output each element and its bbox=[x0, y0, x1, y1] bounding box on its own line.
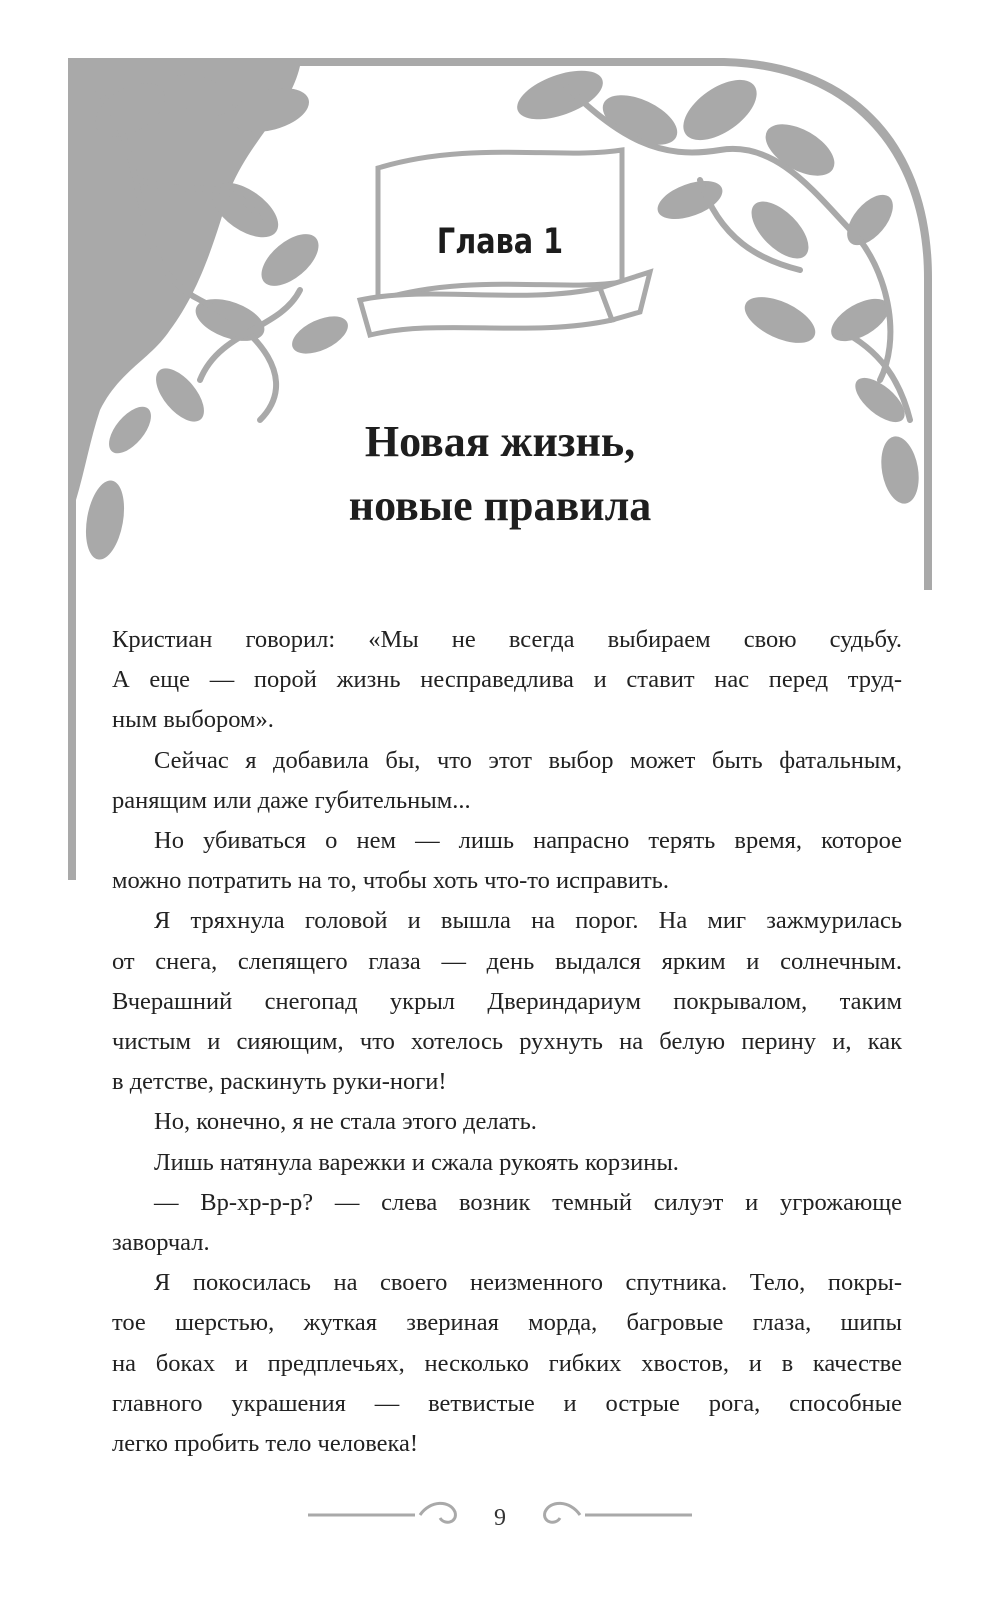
page-number: 9 bbox=[494, 1505, 506, 1531]
text-line: А еще — порой жизнь несправедлива и ставит нас перед труд- bbox=[112, 666, 902, 694]
text-line: главного украшения — ветвистые и острые рога, способные bbox=[112, 1389, 902, 1417]
chapter-title bbox=[0, 410, 1000, 538]
text-line: Вчерашний снегопад укрыл Двериндариум покрывалом, таким bbox=[112, 987, 902, 1015]
text-line: тое шерстью, жуткая звериная морда, багровые глаза, шипы bbox=[112, 1309, 902, 1337]
chapter-body-text bbox=[112, 620, 902, 1464]
chapter-title-line: Новая жизнь, bbox=[364, 417, 636, 466]
text-line: ным выбором». bbox=[112, 706, 274, 734]
text-line: Но убиваться о нем — лишь напрасно терять время, которое bbox=[154, 827, 902, 855]
text-line: — Вр-хр-р-р? — слева возник темный силуэт и угрожающе bbox=[154, 1188, 902, 1216]
text-line: Кристиан говорил: «Мы не всегда выбираем свою судьбу. bbox=[112, 626, 902, 653]
text-line: легко пробить тело человека! bbox=[112, 1430, 419, 1458]
text-line: в детстве, раскинуть руки-ноги! bbox=[112, 1068, 447, 1096]
text-line: Сейчас я добавила бы, что этот выбор может быть фатальным, bbox=[154, 746, 902, 774]
text-line: чистым и сияющим, что хотелось рухнуть на белую перину и, как bbox=[112, 1028, 902, 1056]
text-line: заворчал. bbox=[112, 1229, 210, 1257]
text-line: Я покосилась на своего неизменного спутника. Тело, покры- bbox=[154, 1269, 902, 1297]
text-line: Лишь натянула варежки и сжала рукоять корзины. bbox=[154, 1148, 679, 1176]
text-line: Я тряхнула головой и вышла на порог. На миг зажмурилась bbox=[154, 907, 902, 935]
text-line: можно потратить на то, чтобы хоть что-то исправить. bbox=[112, 867, 669, 895]
text-line: от снега, слепящего глаза — день выдался ярким и солнечным. bbox=[112, 947, 902, 975]
text-line: ранящим или даже губительным... bbox=[112, 786, 471, 814]
text-line: Но, конечно, я не стала этого делать. bbox=[154, 1108, 537, 1136]
chapter-label: Глава 1 bbox=[436, 222, 564, 262]
chapter-title-line: новые правила bbox=[348, 481, 652, 530]
text-line: на боках и предплечьях, несколько гибких хвостов, и в качестве bbox=[112, 1349, 902, 1377]
